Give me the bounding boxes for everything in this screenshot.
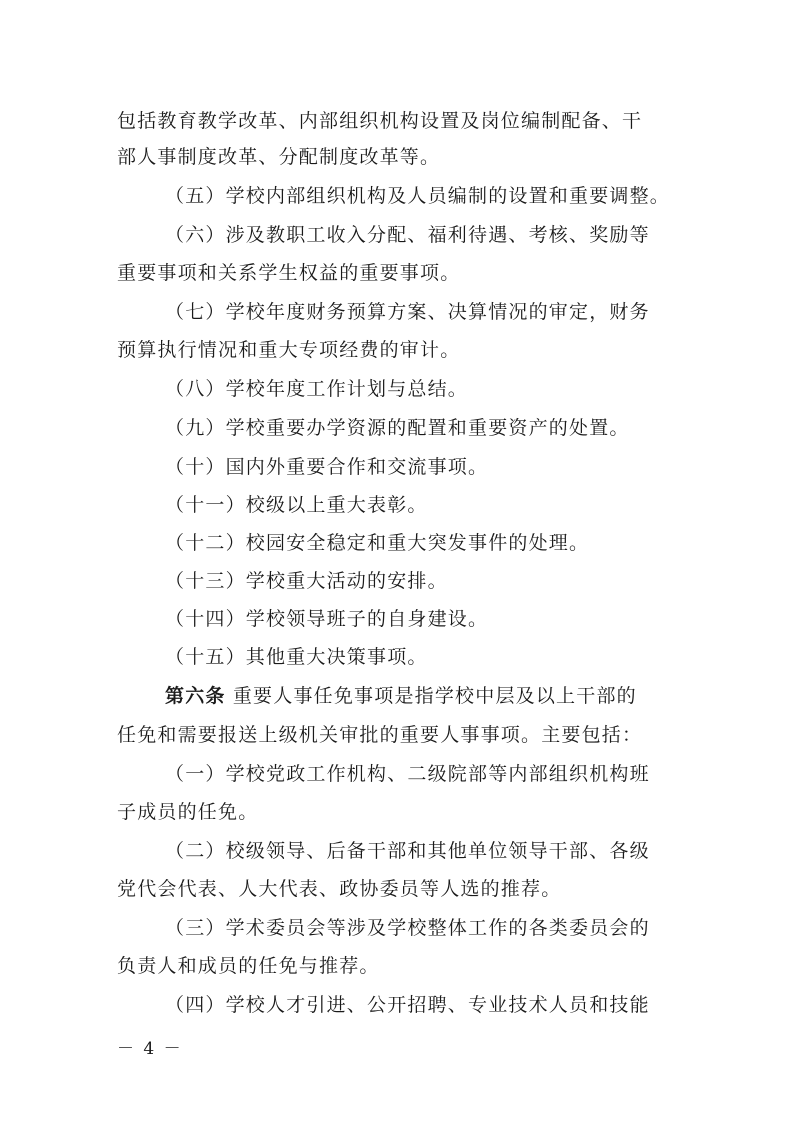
article-6-label: 第六条 (165, 685, 226, 707)
paragraph-line: 负责人和成员的任免与推荐。 (117, 955, 380, 977)
personnel-item-3: （三）学术委员会等涉及学校整体工作的各类委员会的 (165, 917, 650, 939)
list-item-7: （七）学校年度财务预算方案、决算情况的审定，财务 (165, 301, 650, 323)
paragraph-line: 任免和需要报送上级机关审批的重要人事事项。主要包括： (117, 724, 643, 746)
personnel-item-1: （一）学校党政工作机构、二级院部等内部组织机构班 (165, 763, 650, 785)
list-item-12: （十二）校园安全稳定和重大突发事件的处理。 (165, 532, 590, 554)
list-item-13: （十三）学校重大活动的安排。 (165, 570, 448, 592)
personnel-item-4: （四）学校人才引进、公开招聘、专业技术人员和技能 (165, 994, 650, 1016)
list-item-15: （十五）其他重大决策事项。 (165, 646, 428, 668)
paragraph-line: 重要事项和关系学生权益的重要事项。 (117, 262, 461, 284)
article-6-text: 重要人事任免事项是指学校中层及以上干部的 (232, 685, 637, 707)
list-item-9: （九）学校重要办学资源的配置和重要资产的处置。 (165, 417, 630, 439)
list-item-6: （六）涉及教职工收入分配、福利待遇、考核、奖励等 (165, 224, 650, 246)
list-item-8: （八）学校年度工作计划与总结。 (165, 378, 469, 400)
paragraph-line: 包括教育教学改革、内部组织机构设置及岗位编制配备、干 (117, 110, 643, 132)
page-number: － 4 － (117, 1039, 183, 1059)
article-6-line (165, 684, 735, 708)
paragraph-line: 子成员的任免。 (117, 801, 259, 823)
paragraph-line: 党代会代表、人大代表、政协委员等人选的推荐。 (117, 878, 562, 900)
list-item-5: （五）学校内部组织机构及人员编制的设置和重要调整。 (165, 185, 671, 207)
paragraph-line: 预算执行情况和重大专项经费的审计。 (117, 339, 461, 361)
list-item-14: （十四）学校领导班子的自身建设。 (165, 608, 489, 630)
list-item-11: （十一）校级以上重大表彰。 (165, 494, 428, 516)
personnel-item-2: （二）校级领导、后备干部和其他单位领导干部、各级 (165, 840, 650, 862)
list-item-10: （十）国内外重要合作和交流事项。 (165, 456, 489, 478)
paragraph-line: 部人事制度改革、分配制度改革等。 (117, 146, 441, 168)
